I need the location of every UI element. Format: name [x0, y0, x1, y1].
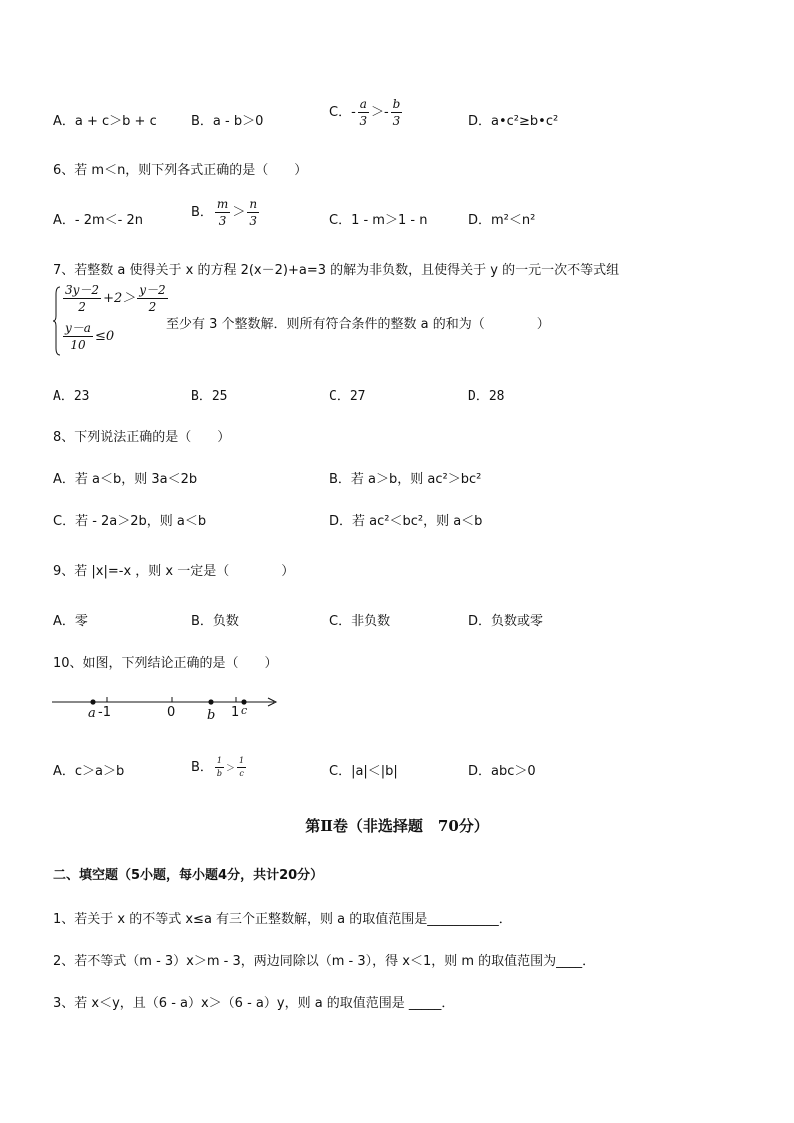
q5-c-prefix: C．-	[329, 105, 356, 120]
q6-b-den1: 3	[218, 214, 227, 228]
q7-sys1-mid: +2＞	[103, 291, 136, 306]
number-line-axis	[50, 690, 282, 722]
q6-b-prefix: B．	[191, 205, 213, 220]
fill-question-1: 1、若关于 x 的不等式 x≤a 有三个正整数解，则 a 的取值范围是___________．	[53, 912, 512, 927]
q10-b-prefix: B．	[191, 760, 213, 775]
q10-stem: 10、如图，下列结论正确的是（ ）	[53, 656, 278, 671]
q5-option-b: B．a - b＞0	[191, 114, 264, 129]
q7-stem-tail: 至少有 3 个整数解．则所有符合条件的整数 a 的和为（ ）	[166, 317, 550, 332]
q7-sys1-num: 3y－2	[65, 283, 100, 297]
nl-label-c: c	[241, 704, 248, 717]
q8-option-c: C．若 - 2a＞2b，则 a＜b	[53, 514, 207, 529]
q6-b-mid: ＞	[232, 205, 246, 220]
number-line	[50, 690, 282, 722]
q7-sys1-den2: 2	[148, 300, 157, 314]
q10-b-frac2	[237, 757, 246, 778]
q8-stem: 8、下列说法正确的是（ ）	[53, 430, 231, 445]
q7-sys1-frac1	[63, 284, 101, 313]
q10-b-den2: c	[239, 769, 244, 778]
q7-sys2-tail: ≤0	[94, 329, 115, 344]
q6-option-d: D．m²＜n²	[468, 213, 536, 228]
q7-sys1-frac2	[137, 284, 167, 313]
brace-icon	[53, 286, 61, 356]
nl-label-b: b	[207, 708, 216, 723]
fill-question-2: 2、若不等式（m - 3）x＞m - 3，两边同除以（m - 3），得 x＜1，则 m 的取值范围为____．	[53, 954, 596, 969]
q8-option-d: D．若 ac²＜bc²，则 a＜b	[329, 514, 483, 529]
q6-option-c: C．1 - m＞1 - n	[329, 213, 428, 228]
q10-b-mid: ＞	[226, 764, 236, 774]
q7-option-b: B．25	[191, 389, 228, 404]
q7-system-line1	[61, 284, 170, 313]
nl-label-1: 1	[231, 705, 240, 720]
q5-c-num2: b	[392, 97, 401, 111]
q7-option-d: D．28	[468, 389, 505, 404]
q9-option-d: D．负数或零	[468, 614, 544, 629]
q6-b-num1: m	[216, 197, 229, 211]
q10-option-c: C．|a|＜|b|	[329, 764, 398, 779]
q7-option-a: A．23	[53, 389, 90, 404]
q10-option-d: D．abc＞0	[468, 764, 536, 779]
q6-b-frac2	[247, 198, 259, 227]
q10-b-num2: 1	[237, 757, 246, 768]
q10-b-frac1	[215, 757, 224, 778]
q7-system-line2	[61, 322, 114, 351]
q6-b-num2: n	[249, 197, 258, 211]
q7-sys1-num2: y－2	[139, 283, 166, 297]
q5-c-mid: ＞-	[370, 105, 389, 120]
q5-c-frac2	[391, 98, 403, 127]
q5-option-c	[329, 98, 404, 127]
q5-option-a: A．a + c＞b + c	[53, 114, 157, 129]
q10-b-den1: b	[216, 769, 223, 778]
q6-option-a: A．- 2m＜- 2n	[53, 213, 143, 228]
q5-c-den1: 3	[359, 114, 368, 128]
q5-c-num1: a	[359, 97, 367, 111]
q10-option-a: A．c＞a＞b	[53, 764, 125, 779]
q10-option-b	[191, 756, 248, 778]
section2-heading: 二、填空题（5小题，每小题4分，共计20分）	[53, 868, 324, 883]
q9-option-c: C．非负数	[329, 614, 391, 629]
q9-stem: 9、若 |x|=-x ，则 x 一定是（ ）	[53, 564, 295, 579]
q6-stem: 6、若 m＜n，则下列各式正确的是（ ）	[53, 163, 308, 178]
q9-option-b: B．负数	[191, 614, 239, 629]
part2-title: 第Ⅱ卷（非选择题 70分）	[305, 817, 489, 835]
q7-sys2-frac	[63, 322, 93, 351]
q6-option-b	[191, 198, 261, 227]
q6-b-den2: 3	[249, 214, 258, 228]
q5-c-den2: 3	[392, 114, 401, 128]
q7-option-c: C．27	[329, 389, 366, 404]
nl-label-minus1: -1	[98, 705, 111, 720]
nl-label-a: a	[88, 706, 96, 721]
fill-question-3: 3、若 x＜y，且（6 - a）x＞（6 - a）y，则 a 的取值范围是 _____．	[53, 996, 455, 1011]
q6-b-frac1	[215, 198, 230, 227]
q10-b-num1: 1	[215, 757, 224, 768]
nl-label-0: 0	[167, 705, 176, 720]
q7-sys1-den: 2	[78, 300, 86, 314]
q5-option-d: D．a•c²≥b•c²	[468, 114, 559, 129]
q8-option-b: B．若 a＞b，则 ac²＞bc²	[329, 472, 482, 487]
q7-stem: 7、若整数 a 使得关于 x 的方程 2(x－2)+a=3 的解为非负数，且使得关于 y 的一元一次不等式组	[53, 263, 620, 278]
q9-option-a: A．零	[53, 614, 88, 629]
q5-c-frac1	[358, 98, 369, 127]
q8-option-a: A．若 a＜b，则 3a＜2b	[53, 472, 198, 487]
q7-sys2-den: 10	[70, 338, 86, 352]
q7-sys2-num: y－a	[65, 321, 91, 335]
